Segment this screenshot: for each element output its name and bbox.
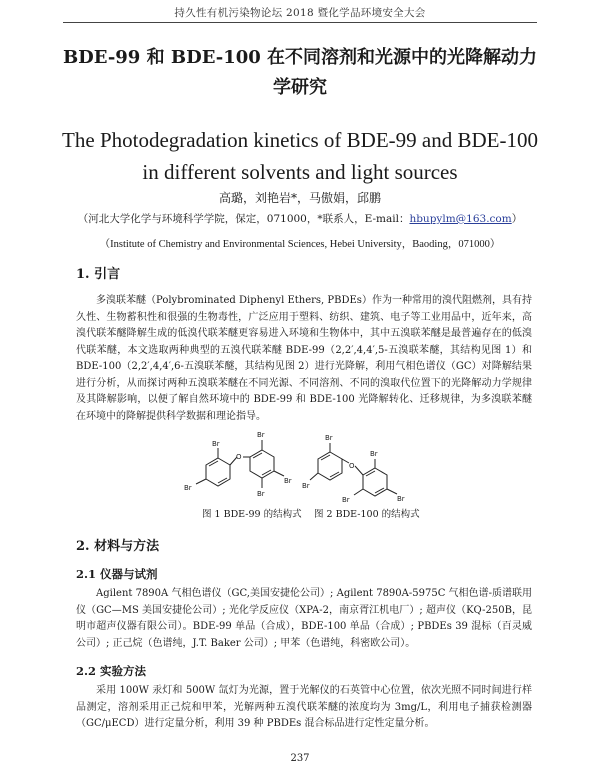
- bde100-br-label: Br: [325, 434, 333, 442]
- section-2-heading: 2. 材料与方法: [76, 539, 160, 554]
- section-2-1-heading: 2.1 仪器与试剂: [76, 567, 158, 581]
- section-2-1-paragraph: Agilent 7890A 气相色谱仪（GC,美国安捷伦公司）; Agilent 7890A-5975C 气相色谱-质谱联用仪（GC—MS 美国安捷伦公司）; 光化学反应仪（XPA-2，南京胥江机电厂）; 超声仪（KQ-250B，昆明市超声仪器有限公司）。BDE-99 单品（合成），BDE-100 单品（合成）; PBDEs 39 混标（百灵威公司）; 正己烷（色谱纯，J.T. Baker 公司）; 甲苯（色谱纯，科密欧公司）。: [76, 588, 532, 649]
- title-english: The Photodegradation kinetics of BDE-99 and BDE-100 in different solvents and light sources: [62, 128, 538, 184]
- section-2-2-heading: 2.2 实验方法: [76, 664, 147, 678]
- section-2-2-paragraph: 采用 100W 汞灯和 500W 氙灯为光源，置于光解仪的石英管中心位置，依次光照不同时间进行样品测定，溶剂采用正己烷和甲苯，光解两种五溴代联苯醚的浓度均为 3mg/L，利用电子捕获检测器（GC/μECD）进行定量分析，利用 39 种 PBDEs 混合标品进行定性定量分析。: [76, 685, 532, 729]
- running-header: 持久性有机污染物论坛 2018 暨化学品环境安全大会: [174, 7, 426, 19]
- bde100-br-label: Br: [370, 450, 378, 458]
- affiliation-chinese: [0, 211, 600, 226]
- bde100-oxygen-label: O: [349, 462, 355, 470]
- bde99-br-label: Br: [212, 440, 220, 448]
- page-number: 237: [290, 753, 310, 764]
- bde100-ring-right: [363, 468, 387, 496]
- affiliation-english: （Institute of Chemistry and Environmental Sciences, Hebei University，Baoding，071000）: [99, 239, 501, 250]
- authors: 高璐，刘艳岩*，马傲娟，邱鹏: [218, 191, 381, 205]
- header-rule: [63, 22, 537, 23]
- section-1-heading: 1. 引言: [76, 267, 121, 282]
- bde99-structure-figure: [178, 428, 308, 506]
- title-chinese: BDE-99 和 BDE-100 在不同溶剂和光源中的光降解动力学研究: [62, 47, 538, 98]
- bde100-br-label: Br: [342, 496, 350, 504]
- section-1-paragraph: 多溴联苯醚（Polybrominated Diphenyl Ethers, PBDEs）作为一种常用的溴代阻燃剂，具有持久性、生物蓄积性和很强的生物毒性，广泛应用于塑料、纺织、建筑、电子等工业用品中，近年来，高溴代联苯醚降解生成的低溴代联苯醚更容易进入环境和生物体中，其中五溴联苯醚是最普遍存在的低溴代联苯醚，本文选取两种典型的五溴代联苯醚 BDE-99（2,2′,4,4′,5-五溴联苯醚，其结构见图 1）和 BDE-100（2,2′,4,4′,6-五溴联苯醚，其结构见图 2）进行光降解，利用气相色谱仪（GC）对降解结果进行分析，从而探讨两种五溴联苯醚在不同光源、不同溶剂、不同的溴取代位置下的光降解动力学规律及其降解影响，以便了解自然环境中的 BDE-99 和 BDE-100 光降解转化、迁移规律，为多溴联苯醚在环境中的降解提供科学数据和理论指导。: [76, 295, 532, 422]
- bde99-br-label: Br: [257, 431, 265, 439]
- bde99-br-label: Br: [284, 477, 292, 485]
- email-link[interactable]: hbupylm@163.com: [409, 213, 512, 225]
- bde99-ring-right: [250, 450, 274, 478]
- bde100-br-label: Br: [397, 495, 405, 503]
- bde100-structure-figure: [300, 430, 420, 508]
- affiliation-text: （河北大学化学与环境科学学院，保定，071000，*联系人，E-mail：: [77, 213, 410, 225]
- bde99-br-label: Br: [184, 484, 192, 492]
- bde99-ring-left: [206, 458, 230, 486]
- figure-1-caption: 图 1 BDE-99 的结构式: [202, 509, 302, 520]
- affiliation-close: ）: [511, 213, 523, 225]
- bde100-ring-left: [318, 452, 342, 480]
- bde100-br-label: Br: [302, 482, 310, 490]
- figure-2-caption: 图 2 BDE-100 的结构式: [314, 509, 420, 520]
- bde99-br-label: Br: [257, 490, 265, 498]
- bde99-oxygen-label: O: [236, 453, 242, 461]
